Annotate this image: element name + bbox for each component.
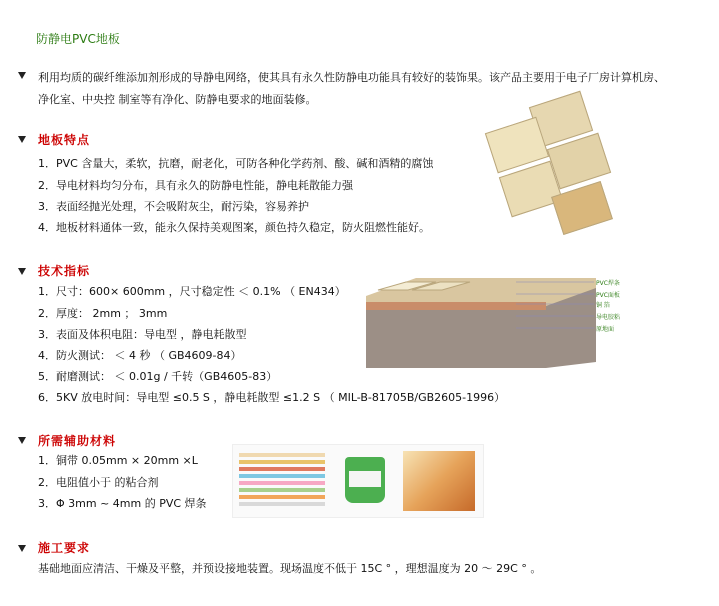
spec-line: 4．防火测试： ＜ 4 秒 （ GB4609-84） — [38, 349, 242, 362]
material-line: 3．Φ 3mm ~ 4mm 的 PVC 焊条 — [38, 497, 207, 510]
spec-line: 6．5KV 放电时间：导电型 ≤0.5 S ，静电耗散型 ≤1.2 S （ MIL-B-81705B/GB2605-1996） — [38, 391, 506, 404]
feature-line: 4．地板材料通体一致，能永久保持美观图案，颜色持久稳定，防火阻燃性能好。 — [38, 221, 430, 234]
adhesive-bucket-icon — [345, 457, 385, 503]
bullet-arrow-icon — [18, 72, 26, 79]
welding-rod — [239, 453, 325, 457]
spec-line: 1．尺寸：600× 600mm ，尺寸稳定性 ＜ 0.1% （ EN434） — [38, 285, 346, 298]
diagram-label: PVC焊条 — [596, 280, 620, 287]
material-line: 2．电阻值小于 的粘合剂 — [38, 476, 159, 489]
materials-image — [232, 444, 484, 518]
bullet-arrow-icon — [18, 136, 26, 143]
feature-line: 2．导电材料均匀分布，具有永久的防静电性能，静电耗散能力强 — [38, 179, 353, 192]
welding-rod — [239, 502, 325, 506]
section-heading-materials: 所需辅助材料 — [38, 434, 117, 448]
welding-rod — [239, 460, 325, 464]
diagram-label: 导电胶粘 — [596, 314, 621, 321]
diagram-label: 原地面 — [596, 326, 615, 333]
material-line: 1．铜带 0.05mm × 20mm ×L — [38, 454, 198, 467]
copper-tape-photo — [403, 451, 475, 511]
section-heading-specs: 技术指标 — [38, 264, 91, 278]
diagram-copper-layer — [366, 302, 546, 310]
intro-line: 利用均质的碳纤维添加剂形成的导静电网络，使其具有永久性防静电功能具有较好的装饰果。该产品主要用于电子厂房计算机房、 — [38, 71, 665, 84]
section-heading-features: 地板特点 — [38, 133, 91, 147]
diagram-label: 铜 箔 — [596, 302, 610, 309]
floor-layer-diagram — [366, 276, 666, 372]
floor-tiles-image — [474, 96, 624, 246]
welding-rod — [239, 481, 325, 485]
bullet-arrow-icon — [18, 268, 26, 275]
feature-line: 3．表面经抛光处理，不会吸附灰尘，耐污染，容易养护 — [38, 200, 309, 213]
bullet-arrow-icon — [18, 437, 26, 444]
welding-rod — [239, 474, 325, 478]
welding-rod — [239, 495, 325, 499]
welding-rods — [239, 451, 329, 511]
spec-line: 3．表面及体积电阻：导电型 ，静电耗散型 — [38, 328, 247, 341]
construction-line: 基础地面应清洁、干燥及平整，并预设接地装置。现场温度不低于 15C ° ，理想温度为 20 ～ 29C ° 。 — [38, 562, 542, 575]
intro-line: 净化室、中央控 制室等有净化、防静电要求的地面装修。 — [38, 93, 317, 106]
page-title: 防静电PVC地板 — [36, 32, 120, 46]
spec-line: 5．耐磨测试： ＜ 0.01g / 千转（GB4605-83） — [38, 370, 278, 383]
section-heading-construction: 施工要求 — [38, 541, 91, 555]
diagram-label: PVC面板 — [596, 292, 620, 299]
welding-rod — [239, 488, 325, 492]
bullet-arrow-icon — [18, 545, 26, 552]
feature-line: 1．PVC 含量大，柔软，抗磨，耐老化，可防各种化学药剂、酸、碱和酒精的腐蚀 — [38, 157, 434, 170]
spec-line: 2．厚度： 2mm ； 3mm — [38, 307, 168, 320]
welding-rod — [239, 467, 325, 471]
